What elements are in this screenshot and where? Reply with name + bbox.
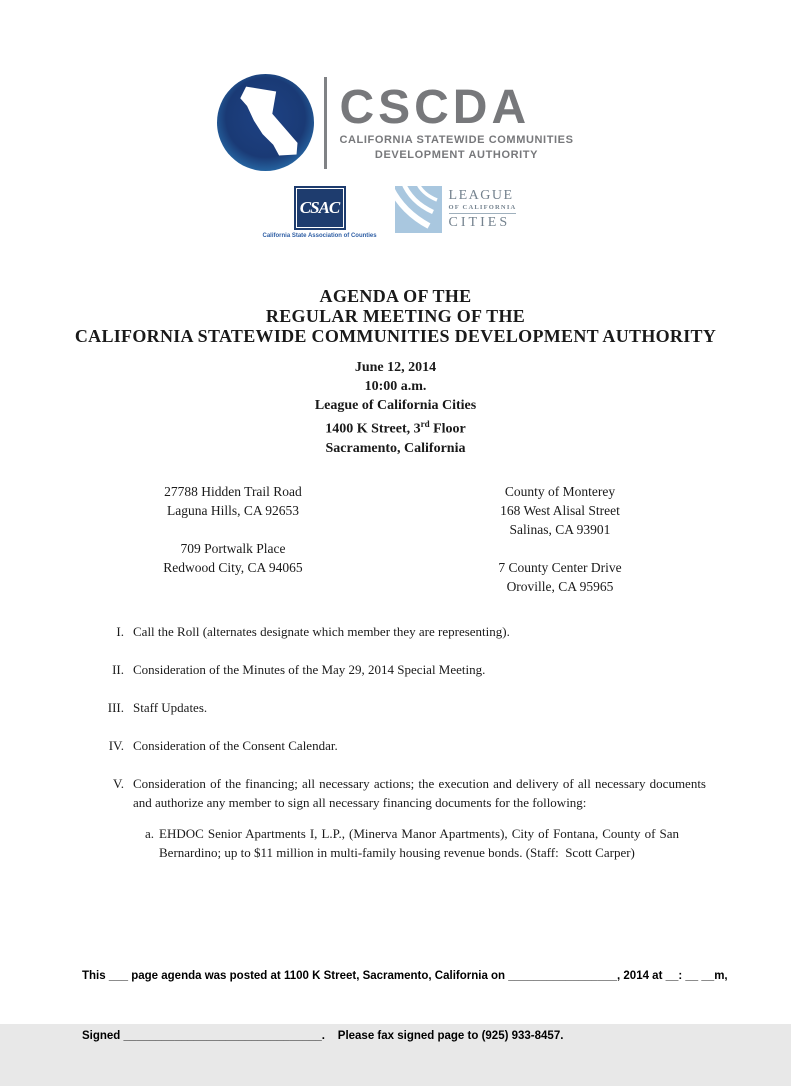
address-line: 168 West Alisal Street [500,503,620,518]
posting-note-line-2: Signed _______________________________. Please fax signed page to (925) 933-8457. [82,1030,564,1042]
partner-logos [0,186,791,239]
cscda-acronym: CSCDA [339,81,531,134]
agenda-item-text: Consideration of the Minutes of the May 29, 2014 Special Meeting. [133,662,486,677]
agenda-item-text: Call the Roll (alternates designate which member they are representing). [133,624,510,639]
agenda-subitem-label: a. [145,826,155,841]
cscda-logo [0,74,791,171]
agenda-item-2 [85,660,706,679]
title-line-2: REGULAR MEETING OF THE [265,306,526,326]
title-line-3: CALIFORNIA STATEWIDE COMMUNITIES DEVELOPMENT AUTHORITY [74,326,717,346]
address-line: Laguna Hills, CA 92653 [167,503,299,518]
title-line-1: AGENDA OF THE [319,286,472,306]
address-line: Redwood City, CA 94065 [163,560,303,575]
agenda-item-3 [85,698,706,717]
agenda-item-number: IV. [108,738,124,753]
logo-divider [324,77,327,169]
league-of-california-cities-logo [395,186,517,233]
meeting-street: 1400 K Street, 3rd Floor [325,419,466,437]
agenda-item-paragraph: Consideration of the financing; all necessary actions; the execution and delivery of all necessary documents and authorize any member to sign all necessary financing documents for the following: [133,776,706,810]
address-group [85,539,381,577]
league-cities: CITIES [449,213,517,230]
league-logo-text [449,189,517,230]
csac-caption: California State Association of Counties [262,233,377,239]
california-globe-icon [217,74,314,171]
address-line: Salinas, CA 93901 [509,522,611,537]
agenda-item-text [133,774,706,862]
address-line: Oroville, CA 95965 [506,579,614,594]
agenda-item-number: II. [112,662,124,677]
posting-note-line-1: This ___ page agenda was posted at 1100 K Street, Sacramento, California on _________________, 2014 at __: __ __m, [82,970,728,982]
csac-logo-icon [294,186,346,230]
league-word: LEAGUE [448,188,514,203]
address-line: 7 County Center Drive [498,560,622,575]
meeting-venue: League of California Cities [314,398,477,413]
document-title [0,286,791,346]
address-group [85,482,381,520]
agenda-item-5 [85,774,706,862]
agenda-item-4 [85,736,706,755]
league-of-california: OF CALIFORNIA [448,204,517,211]
agenda-item-1 [85,622,706,641]
meeting-date: June 12, 2014 [354,360,437,375]
meeting-city: Sacramento, California [325,440,466,456]
posting-footer [82,926,772,1086]
cscda-subtitle-line1: CALIFORNIA STATEWIDE COMMUNITIES [339,134,574,147]
agenda-list [85,622,706,881]
league-swoosh-icon [395,186,442,233]
ordinal-superscript: rd [420,419,430,429]
agenda-item-text: Staff Updates. [133,700,208,715]
meeting-time: 10:00 a.m. [364,379,427,394]
cscda-subtitle-line2: DEVELOPMENT AUTHORITY [374,148,539,161]
california-map-shape [217,74,314,171]
address-line: 709 Portwalk Place [180,541,286,556]
address-column-left [85,482,381,577]
agenda-subitem-text: EHDOC Senior Apartments I, L.P., (Minerva Manor Apartments), City of Fontana, County of San Bernardino; up to $11 million in multi-family housing revenue bonds. (Staff: Scott Carper) [159,826,683,860]
address-group [410,558,710,596]
agenda-item-number: III. [107,700,124,715]
meeting-info [0,358,791,458]
address-line: County of Monterey [504,484,616,499]
agenda-subitem-a [145,824,706,862]
agenda-item-text: Consideration of the Consent Calendar. [133,738,338,753]
csac-logo-text: CSAC [299,198,340,217]
agenda-item-number: V. [113,776,124,791]
address-group [410,482,710,539]
address-line: 27788 Hidden Trail Road [164,484,302,499]
cscda-logo-text [339,83,573,162]
agenda-item-number: I. [116,624,124,639]
address-column-right [410,482,710,596]
csac-logo [262,186,377,239]
